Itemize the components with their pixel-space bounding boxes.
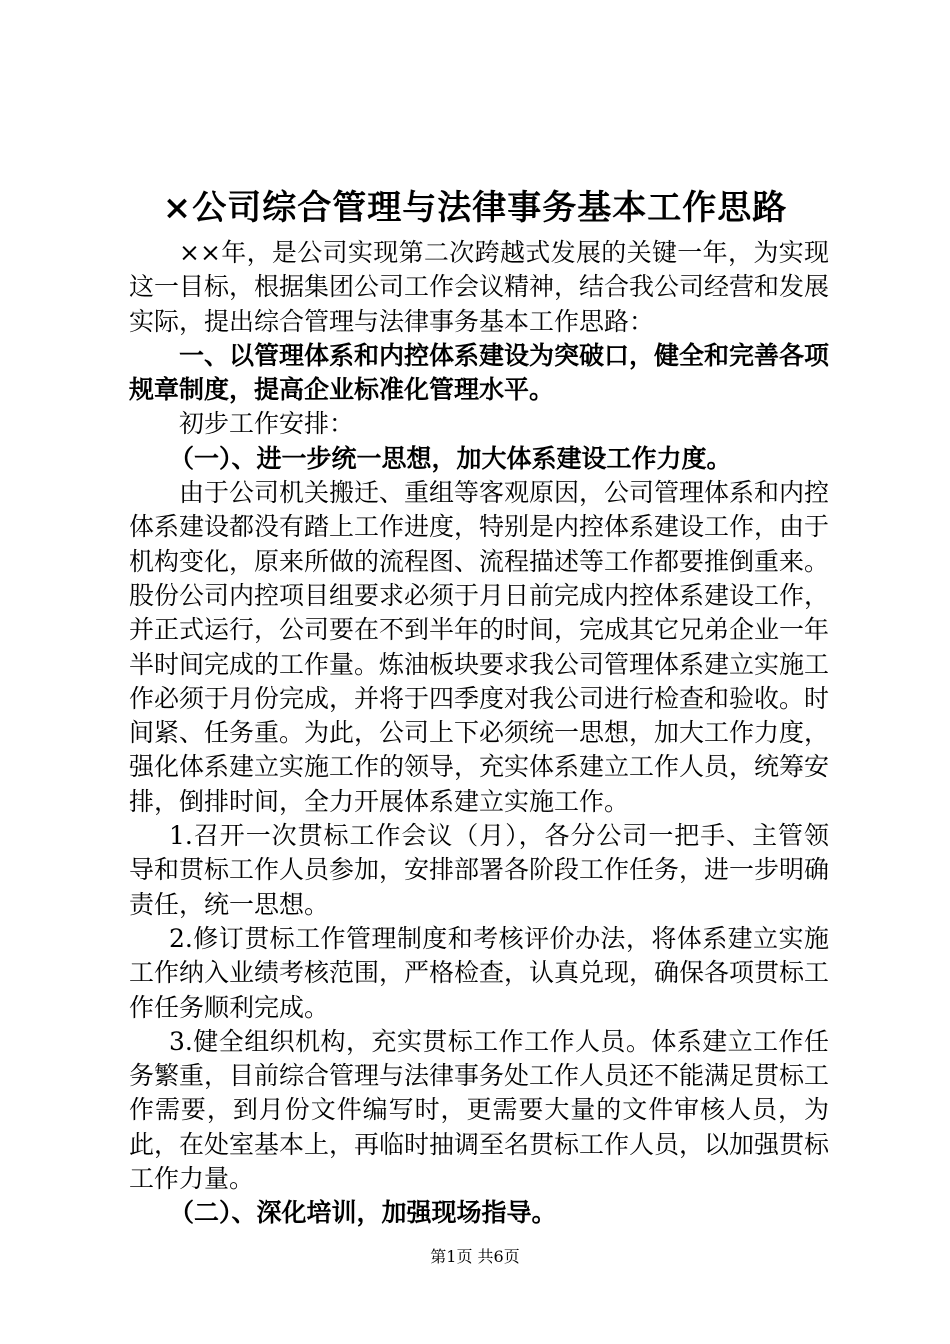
page-footer: 第1页 共6页 xyxy=(430,1247,520,1266)
list-item-3: 3.健全组织机构，充实贯标工作工作人员。体系建立工作任务繁重，目前综合管理与法律事务处工作人员还不能满足贯标工作需要，到月份文件编写时，更需要大量的文件审核人员，为此，在处室基本上，再临时抽调至名贯标工作人员，以加强贯标工作力量。 xyxy=(129,1026,830,1194)
list-item-2: 2.修订贯标工作管理制度和考核评价办法，将体系建立实施工作纳入业绩考核范围，严格检查，认真兑现，确保各项贯标工作任务顺利完成。 xyxy=(129,923,830,1022)
plan-label: 初步工作安排： xyxy=(179,409,355,439)
section-heading-1: 一、以管理体系和内控体系建设为突破口，健全和完善各项规章制度，提高企业标准化管理水平。 xyxy=(129,340,830,405)
document-body xyxy=(129,236,829,1231)
subsection-heading-1: （一）、进一步统一思想，加大体系建设工作力度。 xyxy=(169,443,732,473)
subsection-heading-2: （二）、深化培训，加强现场指导。 xyxy=(169,1198,557,1228)
document-title: ×公司综合管理与法律事务基本工作思路 xyxy=(162,188,788,228)
list-item-1: 1.召开一次贯标工作会议（月），各分公司一把手、主管领导和贯标工作人员参加，安排部署各阶段工作任务，进一步明确责任，统一思想。 xyxy=(129,821,830,919)
body-paragraph: 由于公司机关搬迁、重组等客观原因，公司管理体系和内控体系建设都没有踏上工作进度，特别是内控体系建设工作，由于机构变化，原来所做的流程图、流程描述等工作都要推倒重来。股份公司内控项目组要求必须于月日前完成内控体系建设工作，并正式运行，公司要在不到半年的时间，完成其它兄弟企业一年半时间完成的工作量。炼油板块要求我公司管理体系建立实施工作必须于月份完成，并将于四季度对我公司进行检查和验收。时间紧、任务重。为此，公司上下必须统一思想，加大工作力度，强化体系建立实施工作的领导，充实体系建立工作人员，统筹安排，倒排时间，全力开展体系建立实施工作。 xyxy=(129,478,830,816)
intro-paragraph: ××年，是公司实现第二次跨越式发展的关键一年，为实现这一目标，根据集团公司工作会议精神，结合我公司经营和发展实际，提出综合管理与法律事务基本工作思路： xyxy=(129,238,830,336)
